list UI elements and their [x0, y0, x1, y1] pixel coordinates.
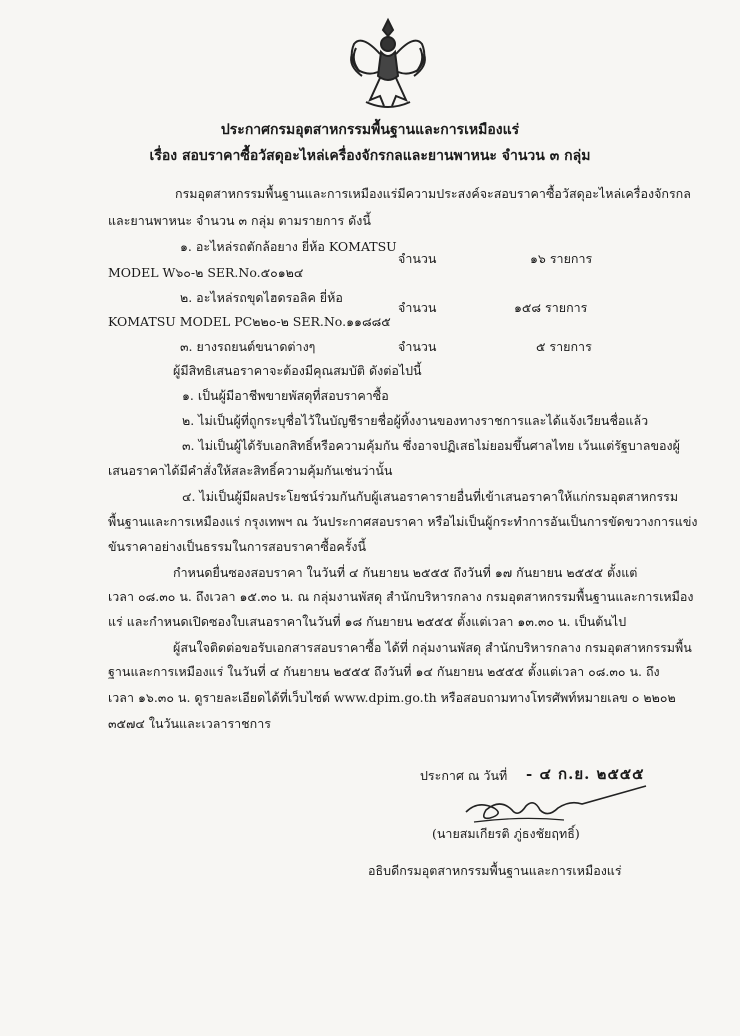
handwritten-signature-icon: [460, 782, 650, 832]
schedule-paragraph: เวลา ๐๘.๓๐ น. ถึงเวลา ๑๕.๓๐ น. ณ กลุ่มงานพัสดุ สำนักบริหารกลาง กรมอุตสาหกรรมพื้นฐานและการเหมือง: [108, 589, 694, 604]
signatory-position: อธิบดีกรมอุตสาหกรรมพื้นฐานและการเหมืองแร่: [368, 863, 622, 878]
contact-paragraph: ฐานและการเหมืองแร่ ในวันที่ ๔ กันยายน ๒๕๕๕ ถึงวันที่ ๑๔ กันยายน ๒๕๕๕ ตั้งแต่เวลา ๐๘.๓๐ น. ถึง: [108, 664, 660, 679]
item-quantity-label: จำนวน: [398, 300, 437, 315]
contact-paragraph: เวลา ๑๖.๓๐ น. ดูรายละเอียดได้ที่เว็บไซต์ www.dpim.go.th หรือสอบถามทางโทรศัพท์หมายเลข ๐ ๒๒๐๒: [108, 690, 676, 705]
qualification-item: ๓. ไม่เป็นผู้ได้รับเอกสิทธิ์หรือความคุ้มกัน ซึ่งอาจปฏิเสธไม่ยอมขึ้นศาลไทย เว้นแต่รัฐบาลของผู้: [182, 438, 680, 453]
document-title: ประกาศกรมอุตสาหกรรมพื้นฐานและการเหมืองแร่: [220, 122, 520, 138]
item-quantity: ๑๖ รายการ: [530, 251, 593, 266]
qualification-item: เสนอราคาได้มีคำสั่งให้สละสิทธิ์ความคุ้มกันเช่นว่านั้น: [108, 463, 393, 478]
schedule-paragraph: แร่ และกำหนดเปิดซองใบเสนอราคาในวันที่ ๑๘ กันยายน ๒๕๕๕ ตั้งแต่เวลา ๑๓.๓๐ น. เป็นต้นไป: [108, 614, 627, 629]
intro-line: และยานพาหนะ จำนวน ๓ กลุ่ม ตามรายการ ดังนี้: [108, 213, 371, 228]
item-quantity: ๑๕๘ รายการ: [514, 300, 588, 315]
qualification-item: ๒. ไม่เป็นผู้ที่ถูกระบุชื่อไว้ในบัญชีรายชื่อผู้ทิ้งงานของทางราชการและได้แจ้งเวียนชื่อแล้ว: [182, 413, 649, 428]
item-description: ๓. ยางรถยนต์ขนาดต่างๆ: [180, 339, 316, 354]
document-subject: เรื่อง สอบราคาซื้อวัสดุอะไหล่เครื่องจักรกลและยานพาหนะ จำนวน ๓ กลุ่ม: [149, 148, 591, 164]
announce-date-label: ประกาศ ณ วันที่: [420, 768, 508, 783]
item-quantity: ๕ รายการ: [536, 339, 592, 354]
date-stamp: - ๔ ก.ย. ๒๕๕๕: [526, 765, 645, 783]
intro-line: กรมอุตสาหกรรมพื้นฐานและการเหมืองแร่มีความประสงค์จะสอบราคาซื้อวัสดุอะไหล่เครื่องจักรกล: [175, 186, 691, 201]
item-model: MODEL W๖๐-๒ SER.No.๕๐๑๒๔: [108, 265, 304, 280]
qualifications-heading: ผู้มีสิทธิเสนอราคาจะต้องมีคุณสมบัติ ดังต่อไปนี้: [173, 363, 422, 378]
item-model: KOMATSU MODEL PC๒๒๐-๒ SER.No.๑๑๘๘๕: [108, 314, 391, 329]
garuda-emblem-icon: [340, 14, 436, 114]
item-quantity-label: จำนวน: [398, 339, 437, 354]
schedule-paragraph: กำหนดยื่นซองสอบราคา ในวันที่ ๔ กันยายน ๒๕๕๕ ถึงวันที่ ๑๗ กันยายน ๒๕๕๕ ตั้งแต่: [173, 565, 638, 580]
item-description: ๑. อะไหล่รถตักล้อยาง ยี่ห้อ KOMATSU: [180, 239, 397, 254]
qualification-item: พื้นฐานและการเหมืองแร่ กรุงเทพฯ ณ วันประกาศสอบราคา หรือไม่เป็นผู้กระทำการอันเป็นการขัดขวางการแข่ง: [108, 514, 698, 529]
qualification-item: ๑. เป็นผู้มีอาชีพขายพัสดุที่สอบราคาซื้อ: [182, 388, 389, 403]
item-quantity-label: จำนวน: [398, 251, 437, 266]
item-description: ๒. อะไหล่รถขุดไฮดรอลิค ยี่ห้อ: [180, 290, 343, 305]
qualification-item: ๔. ไม่เป็นผู้มีผลประโยชน์ร่วมกันกับผู้เสนอราคารายอื่นที่เข้าเสนอราคาให้แก่กรมอุตสาหกรรม: [182, 489, 679, 504]
contact-paragraph: ผู้สนใจติดต่อขอรับเอกสารสอบราคาซื้อ ได้ที่ กลุ่มงานพัสดุ สำนักบริหารกลาง กรมอุตสาหกรรมพื้น: [173, 640, 692, 655]
contact-paragraph: ๓๕๗๔ ในวันและเวลาราชการ: [108, 716, 271, 731]
signatory-name: (นายสมเกียรติ ภู่ธงชัยฤทธิ์): [432, 826, 580, 841]
qualification-item: ขันราคาอย่างเป็นธรรมในการสอบราคาซื้อครั้งนี้: [108, 539, 367, 554]
